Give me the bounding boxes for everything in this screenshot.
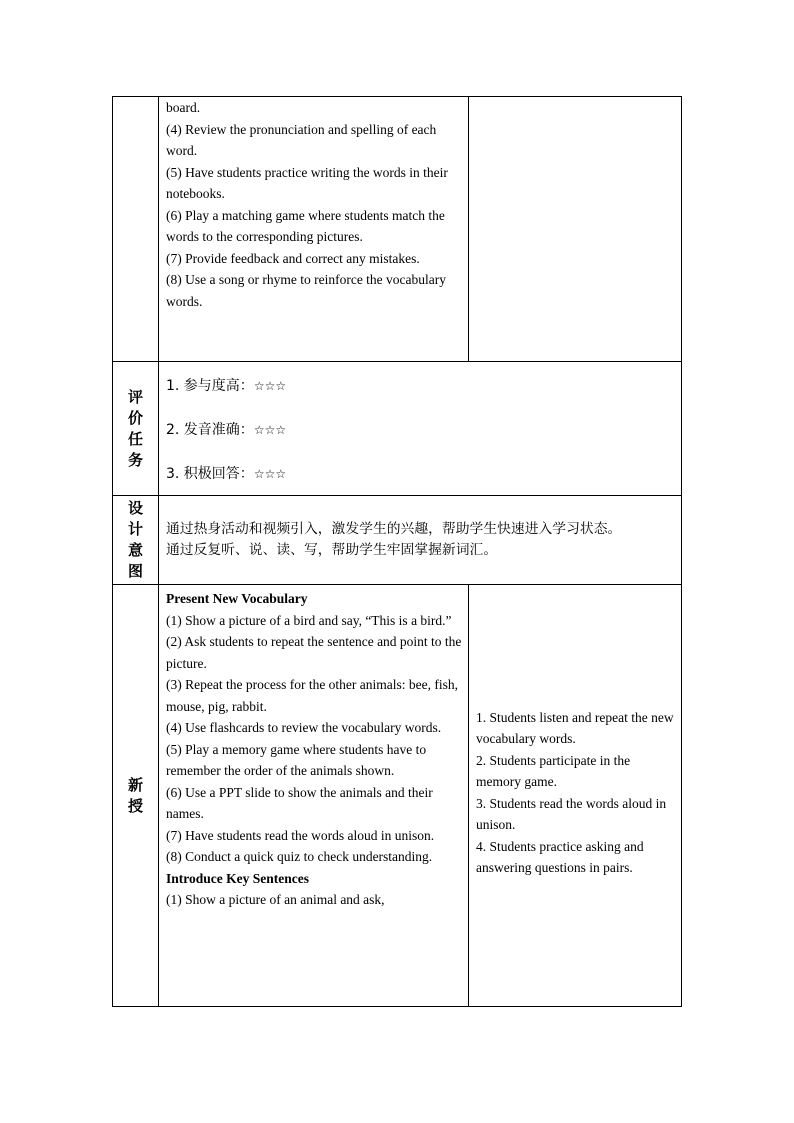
student-activities-cell (469, 585, 682, 1007)
student-activity: 2. Students participate in the memory game. (476, 752, 631, 789)
row-evaluation (113, 362, 682, 496)
evaluation-item: 2. 发音准确：☆☆☆ (166, 422, 287, 438)
step-line: (3) Repeat the process for the other animals: bee, fish, mouse, pig, rabbit. (166, 677, 459, 714)
step-line: (5) Play a memory game where students have to remember the order of the animals shown. (166, 741, 427, 778)
activity-line: board. (166, 100, 201, 115)
design-line: 通过热身活动和视频引入，激发学生的兴趣，帮助学生快速进入学习状态。 (166, 521, 622, 537)
row1-student-cell (469, 97, 682, 362)
activity-line: (6) Play a matching game where students match the words to the corresponding pictures. (166, 207, 445, 244)
lesson-plan-table (112, 96, 682, 1007)
student-activity: 3. Students read the words aloud in unison. (476, 795, 667, 832)
activity-line: (8) Use a song or rhyme to reinforce the vocabulary words. (166, 272, 447, 309)
star-rating: ☆☆☆ (253, 467, 287, 481)
row-continued-activities (113, 97, 682, 362)
student-activity: 4. Students practice asking and answering questions in pairs. (476, 838, 644, 875)
star-rating: ☆☆☆ (253, 379, 287, 393)
section-heading: Present New Vocabulary (166, 591, 308, 606)
design-label: 设 计 意 图 (113, 496, 159, 585)
step-line: (8) Conduct a quick quiz to check understanding. (166, 849, 433, 864)
row-new-lesson (113, 585, 682, 1007)
star-rating: ☆☆☆ (253, 423, 287, 437)
step-line: (1) Show a picture of a bird and say, “This is a bird.” (166, 612, 452, 628)
student-activity: 1. Students listen and repeat the new vocabulary words. (476, 709, 674, 746)
evaluation-content (159, 362, 682, 496)
step-line: (1) Show a picture of an animal and ask, (166, 892, 385, 907)
activity-line: (5) Have students practice writing the words in their notebooks. (166, 164, 448, 201)
activity-line: (4) Review the pronunciation and spelling of each word. (166, 121, 437, 158)
activity-line: (7) Provide feedback and correct any mistakes. (166, 250, 420, 266)
section-heading: Introduce Key Sentences (166, 870, 309, 886)
row1-activities-cell (159, 97, 469, 362)
step-line: (7) Have students read the words aloud in unison. (166, 827, 435, 843)
design-line: 通过反复听、说、读、写，帮助学生牢固掌握新词汇。 (166, 542, 498, 558)
evaluation-item: 3. 积极回答：☆☆☆ (166, 466, 287, 482)
new-lesson-label: 新 授 (113, 585, 159, 1007)
row1-label-cell (113, 97, 159, 362)
design-content (159, 496, 682, 585)
evaluation-item: 1. 参与度高：☆☆☆ (166, 378, 287, 394)
evaluation-label: 评 价 任 务 (113, 362, 159, 496)
step-line: (2) Ask students to repeat the sentence and point to the picture. (166, 634, 462, 671)
row-design-intent (113, 496, 682, 585)
step-line: (6) Use a PPT slide to show the animals and their names. (166, 784, 433, 821)
teacher-activities-cell (159, 585, 469, 1007)
step-line: (4) Use flashcards to review the vocabulary words. (166, 720, 442, 735)
